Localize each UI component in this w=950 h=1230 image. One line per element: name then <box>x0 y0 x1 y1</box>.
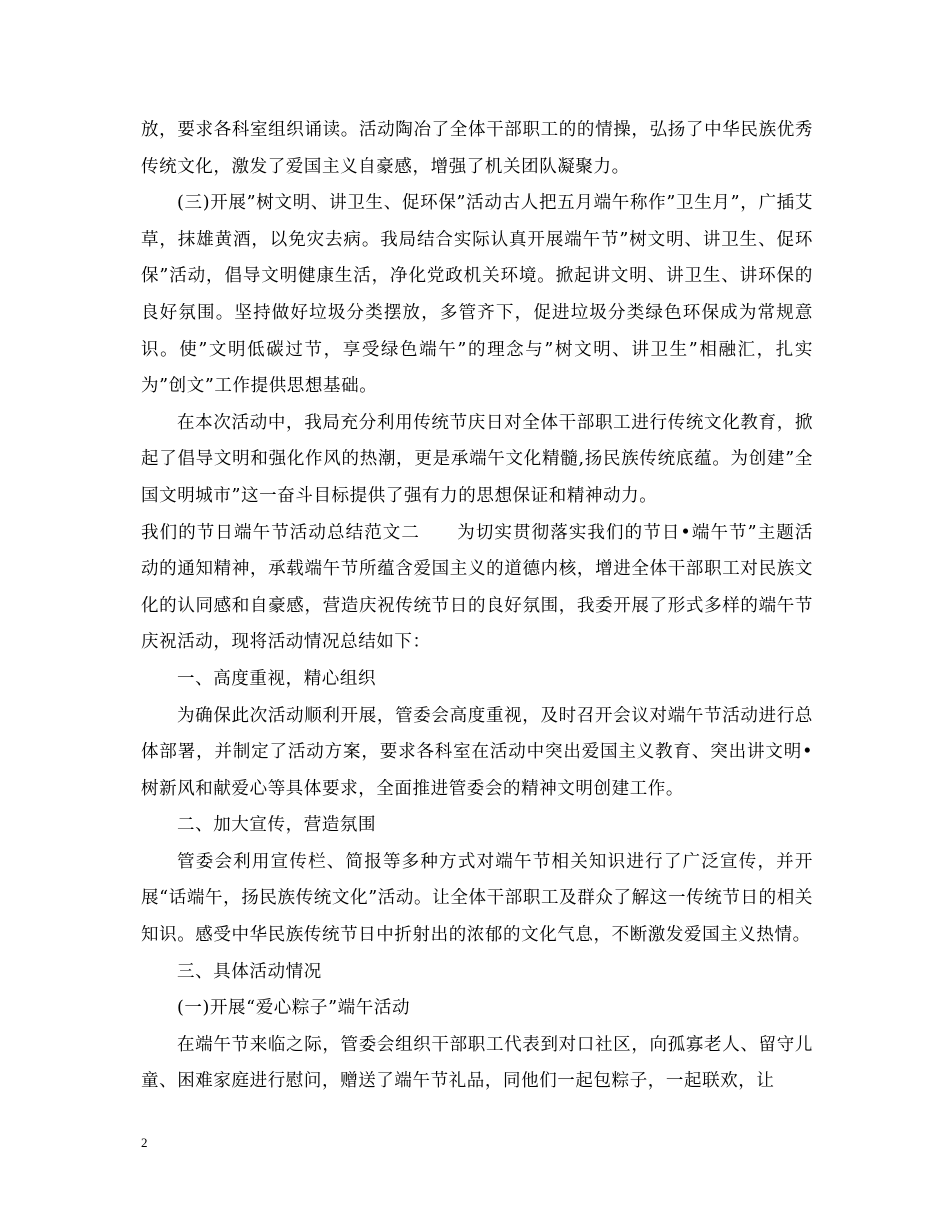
page-number: 2 <box>141 1135 148 1150</box>
document-body <box>141 112 813 1100</box>
section-heading-3: 三、具体活动情况 <box>177 961 322 982</box>
paragraph-6: 管委会利用宣传栏、简报等多种方式对端午节相关知识进行了广泛宣传，并开展“话端午，扬民族传统文化”活动。让全体干部职工及群众了解这一传统节日的相关知识。感受中华民族传统节日中折射出的浓郁的文化气息，不断激发爱国主义热情。 <box>141 851 813 946</box>
section-heading-1: 一、高度重视，精心组织 <box>177 668 377 689</box>
paragraph-4: 我们的节日端午节活动总结范文二 为切实贯彻落实我们的节日•端午节”主题活动的通知精神，承载端午节所蕴含爱国主义的道德内核，增进全体干部职工对民族文化的认同感和自豪感，营造庆祝传统节日的良好氛围，我委开展了形式多样的端午节庆祝活动，现将活动情况总结如下： <box>141 522 813 653</box>
section-heading-2: 二、加大宣传，营造氛围 <box>177 815 377 836</box>
paragraph-1: 放，要求各科室组织诵读。活动陶冶了全体干部职工的的情操，弘扬了中华民族优秀传统文化，激发了爱国主义自豪感，增强了机关团队凝聚力。 <box>141 120 813 177</box>
subsection-heading-1: (一)开展“爱心粽子”端午活动 <box>177 998 411 1019</box>
paragraph-2: (三)开展”树文明、讲卫生、促环保”活动古人把五月端午称作”卫生月”，广插艾草，抹雄黄酒，以免灾去病。我局结合实际认真开展端午节”树文明、讲卫生、促环保”活动，倡导文明健康生活，净化党政机关环境。掀起讲文明、讲卫生、讲环保的良好氛围。坚持做好垃圾分类摆放，多管齐下，促进垃圾分类绿色环保成为常规意识。使”文明低碳过节，享受绿色端午”的理念与”树文明、讲卫生”相融汇，扎实为”创文”工作提供思想基础。 <box>141 193 813 397</box>
paragraph-3: 在本次活动中，我局充分利用传统节庆日对全体干部职工进行传统文化教育，掀起了倡导文明和强化作风的热潮，更是承端午文化精髓,扬民族传统底蕴。为创建”全国文明城市”这一奋斗目标提供了强有力的思想保证和精神动力。 <box>141 412 813 506</box>
paragraph-7: 在端午节来临之际，管委会组织干部职工代表到对口社区，向孤寡老人、留守儿童、困难家庭进行慰问，赠送了端午节礼品，同他们一起包粽子，一起联欢，让 <box>141 1034 813 1092</box>
paragraph-5: 为确保此次活动顺利开展，管委会高度重视，及时召开会议对端午节活动进行总体部署，并制定了活动方案，要求各科室在活动中突出爱国主义教育、突出讲文明•树新风和献爱心等具体要求，全面推进管委会的精神文明创建工作。 <box>141 705 813 799</box>
